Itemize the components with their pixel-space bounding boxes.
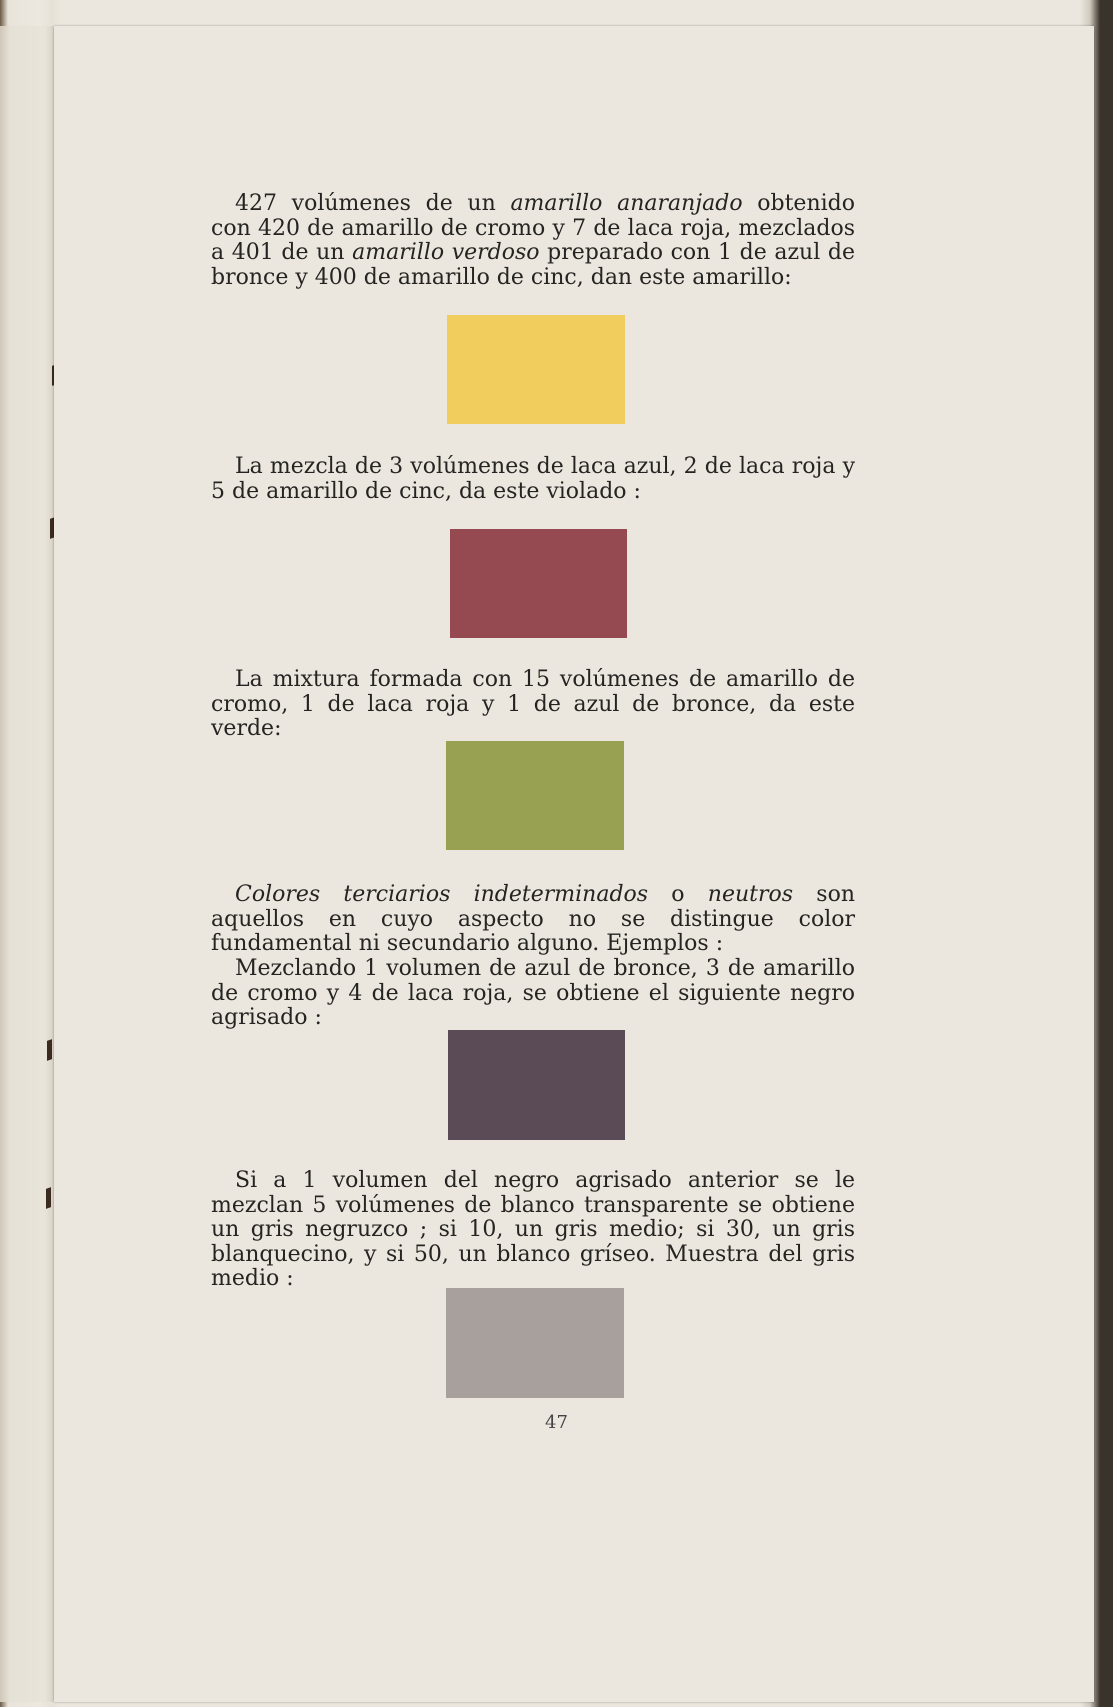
left-page-edge bbox=[0, 26, 54, 1702]
text-run: Mezclando 1 volumen de azul de bronce, 3 de amarillo de cromo y 4 de laca roja, se obtiene el siguiente negro agrisado : bbox=[211, 956, 855, 1030]
paragraph-negro-agrisado bbox=[211, 957, 855, 1031]
text-run: son aquellos en cuyo aspecto no se distingue color fundamental ni secundario alguno. Ejemplos : bbox=[211, 882, 855, 956]
color-swatch-verde bbox=[446, 741, 624, 850]
text-run: o bbox=[648, 882, 708, 907]
text-run: 427 volúmenes de un bbox=[235, 191, 511, 216]
text-run: Colores terciarios indeterminados bbox=[235, 882, 649, 907]
paragraph-gris bbox=[211, 1169, 855, 1292]
color-swatch-amarillo bbox=[447, 315, 625, 424]
paragraph-violado bbox=[211, 455, 855, 504]
text-run: obtenido con 420 de amarillo de cromo y 7 de laca roja, mezclados a 401 de un bbox=[211, 191, 855, 265]
text-run: La mezcla de 3 volúmenes de laca azul, 2 de laca roja y 5 de amarillo de cinc, da este violado : bbox=[211, 454, 855, 504]
paragraph-verde bbox=[211, 668, 855, 742]
paragraph-amarillo bbox=[211, 192, 855, 290]
color-swatch-gris-medio bbox=[446, 1288, 624, 1398]
color-swatch-violado bbox=[450, 529, 627, 638]
text-run: preparado con 1 de azul de bronce y 400 de amarillo de cinc, dan este amarillo: bbox=[211, 240, 855, 290]
page-number: 47 bbox=[545, 1412, 568, 1433]
text-run: La mixtura formada con 15 volúmenes de amarillo de cromo, 1 de laca roja y 1 de azul de bronce, da este verde: bbox=[211, 667, 855, 741]
text-run: neutros bbox=[707, 882, 794, 907]
color-swatch-negro-agrisado bbox=[448, 1030, 625, 1140]
binding-mark bbox=[47, 1039, 52, 1061]
text-run: amarillo anaranjado bbox=[510, 191, 743, 216]
paragraph-neutros bbox=[211, 883, 855, 957]
binding-mark bbox=[46, 1187, 51, 1209]
text-run: Si a 1 volumen del negro agrisado anterior se le mezclan 5 volúmenes de blanco transparente se obtiene un gris negruzco ; si 10, un gris medio; si 30, un gris blanquecino, y si 50, un blanco gríseo. Muestra del gris medio : bbox=[211, 1168, 855, 1291]
text-run: amarillo verdoso bbox=[352, 240, 540, 265]
